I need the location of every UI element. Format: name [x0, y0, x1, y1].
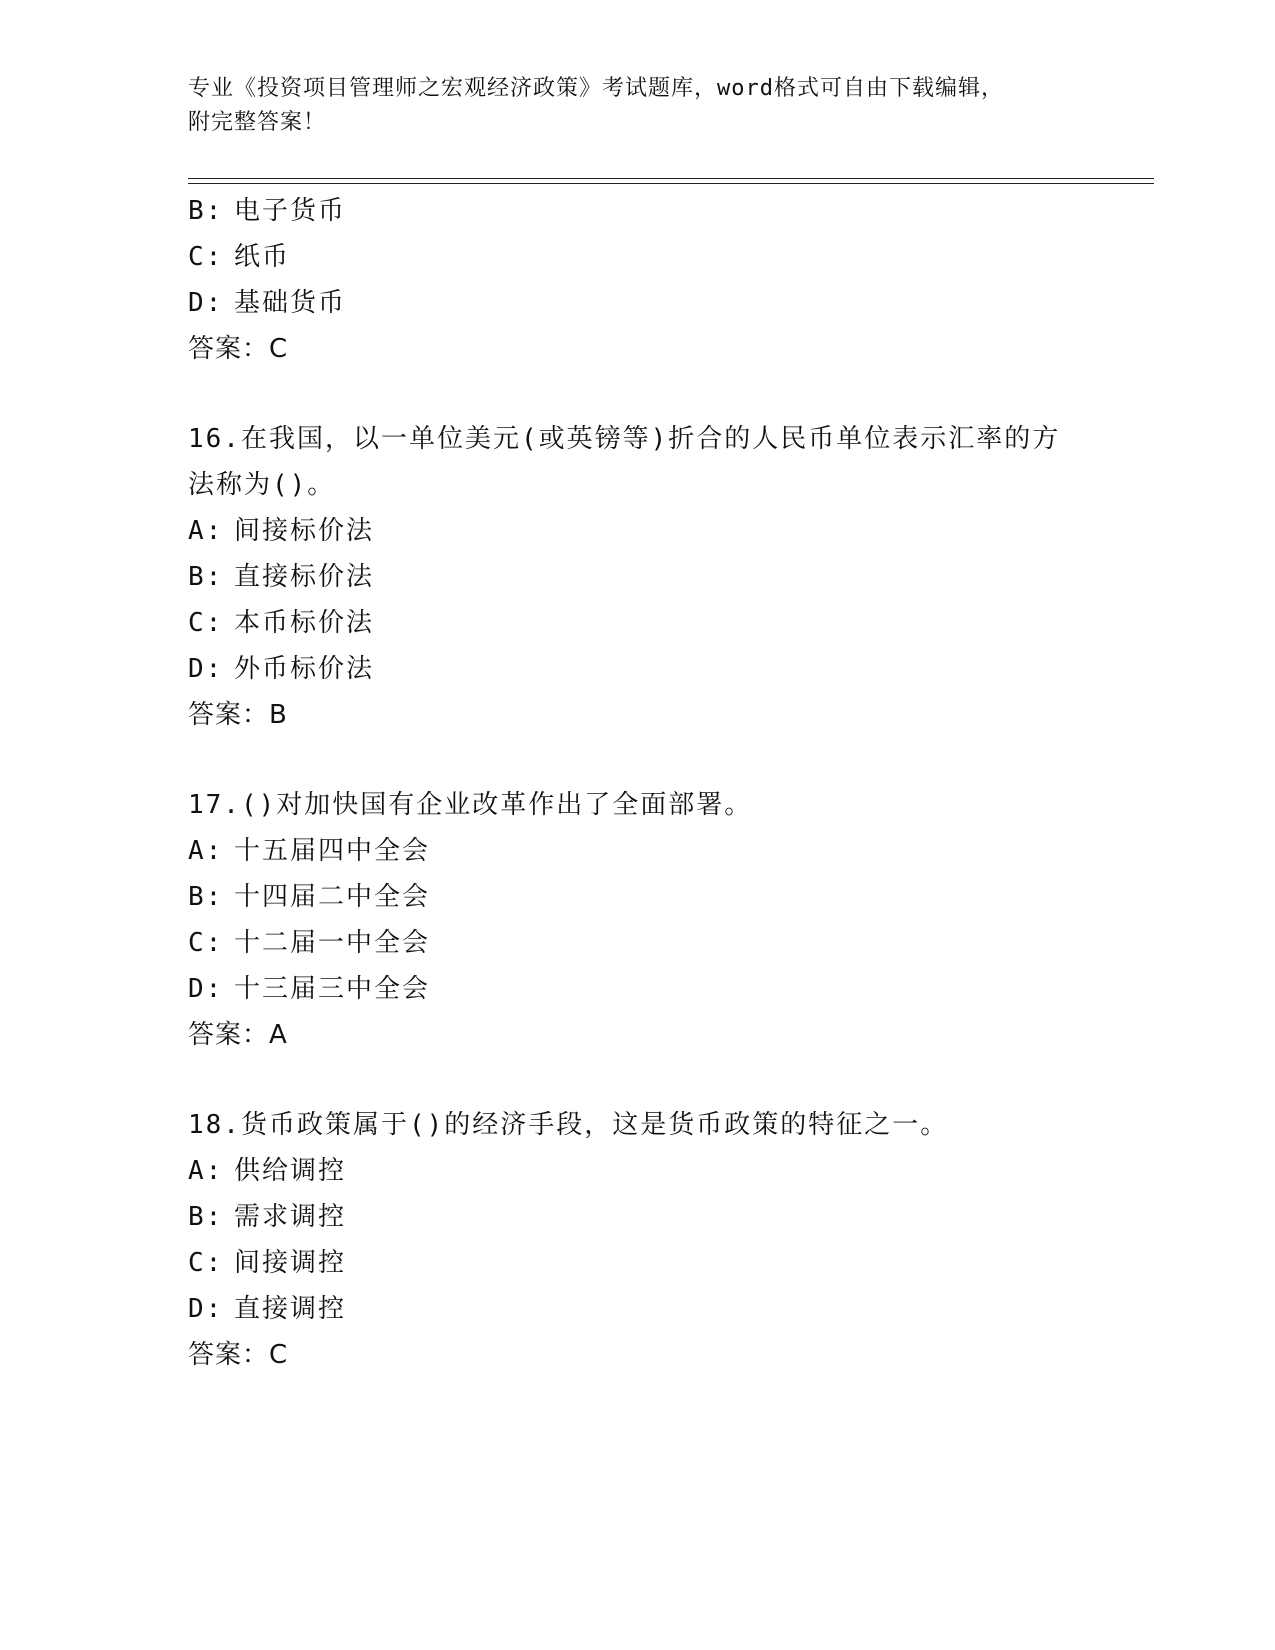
option-letter: C: — [188, 608, 224, 638]
option-d — [188, 1286, 1088, 1332]
answer-line: 答案：C — [188, 334, 289, 364]
option-letter: C: — [188, 242, 224, 272]
question-17 — [188, 782, 1088, 1058]
option-text: 直接调控 — [234, 1294, 347, 1324]
option-text: 基础货币 — [234, 288, 347, 318]
option-text: 纸币 — [234, 242, 291, 272]
question-stem-continued: 法称为()。 — [188, 470, 336, 500]
option-a — [188, 828, 1088, 874]
question-15-continued — [188, 188, 1088, 372]
option-text: 十四届二中全会 — [234, 882, 431, 912]
header-divider-bottom — [188, 183, 1154, 184]
option-c — [188, 920, 1088, 966]
option-letter: C: — [188, 1248, 224, 1278]
option-a — [188, 508, 1088, 554]
question-stem: 18.货币政策属于()的经济手段，这是货币政策的特征之一。 — [188, 1110, 949, 1140]
option-letter: B: — [188, 562, 224, 592]
option-text: 直接标价法 — [234, 562, 375, 592]
option-text: 间接标价法 — [234, 516, 375, 546]
option-d — [188, 280, 1088, 326]
answer-line: 答案：A — [188, 1020, 288, 1050]
option-text: 间接调控 — [234, 1248, 347, 1278]
question-stem: 17.()对加快国有企业改革作出了全面部署。 — [188, 790, 753, 820]
question-stem: 16.在我国，以一单位美元(或英镑等)折合的人民币单位表示汇率的方 — [188, 424, 1061, 454]
option-letter: D: — [188, 1294, 224, 1324]
answer-line: 答案：C — [188, 1340, 289, 1370]
option-letter: A: — [188, 516, 224, 546]
question-16 — [188, 416, 1088, 738]
option-letter: A: — [188, 1156, 224, 1186]
option-b — [188, 188, 1088, 234]
answer-line: 答案：B — [188, 700, 288, 730]
option-c — [188, 1240, 1088, 1286]
option-text: 电子货币 — [234, 196, 347, 226]
document-header — [188, 72, 1088, 140]
header-line-2: 附完整答案！ — [188, 110, 327, 135]
option-text: 十三届三中全会 — [234, 974, 431, 1004]
option-c — [188, 600, 1088, 646]
header-line-1: 专业《投资项目管理师之宏观经济政策》考试题库，word格式可自由下载编辑， — [188, 76, 1004, 101]
question-18 — [188, 1102, 1088, 1378]
option-c — [188, 234, 1088, 280]
option-text: 需求调控 — [234, 1202, 347, 1232]
option-d — [188, 966, 1088, 1012]
option-letter: B: — [188, 882, 224, 912]
option-d — [188, 646, 1088, 692]
option-letter: A: — [188, 836, 224, 866]
option-letter: D: — [188, 288, 224, 318]
option-letter: B: — [188, 196, 224, 226]
option-letter: D: — [188, 974, 224, 1004]
option-letter: C: — [188, 928, 224, 958]
option-b — [188, 554, 1088, 600]
option-letter: D: — [188, 654, 224, 684]
header-divider-top — [188, 178, 1154, 179]
option-letter: B: — [188, 1202, 224, 1232]
option-text: 外币标价法 — [234, 654, 375, 684]
option-text: 本币标价法 — [234, 608, 375, 638]
option-text: 十五届四中全会 — [234, 836, 431, 866]
option-text: 供给调控 — [234, 1156, 347, 1186]
option-b — [188, 1194, 1088, 1240]
option-b — [188, 874, 1088, 920]
option-a — [188, 1148, 1088, 1194]
question-content — [188, 188, 1088, 1378]
option-text: 十二届一中全会 — [234, 928, 431, 958]
